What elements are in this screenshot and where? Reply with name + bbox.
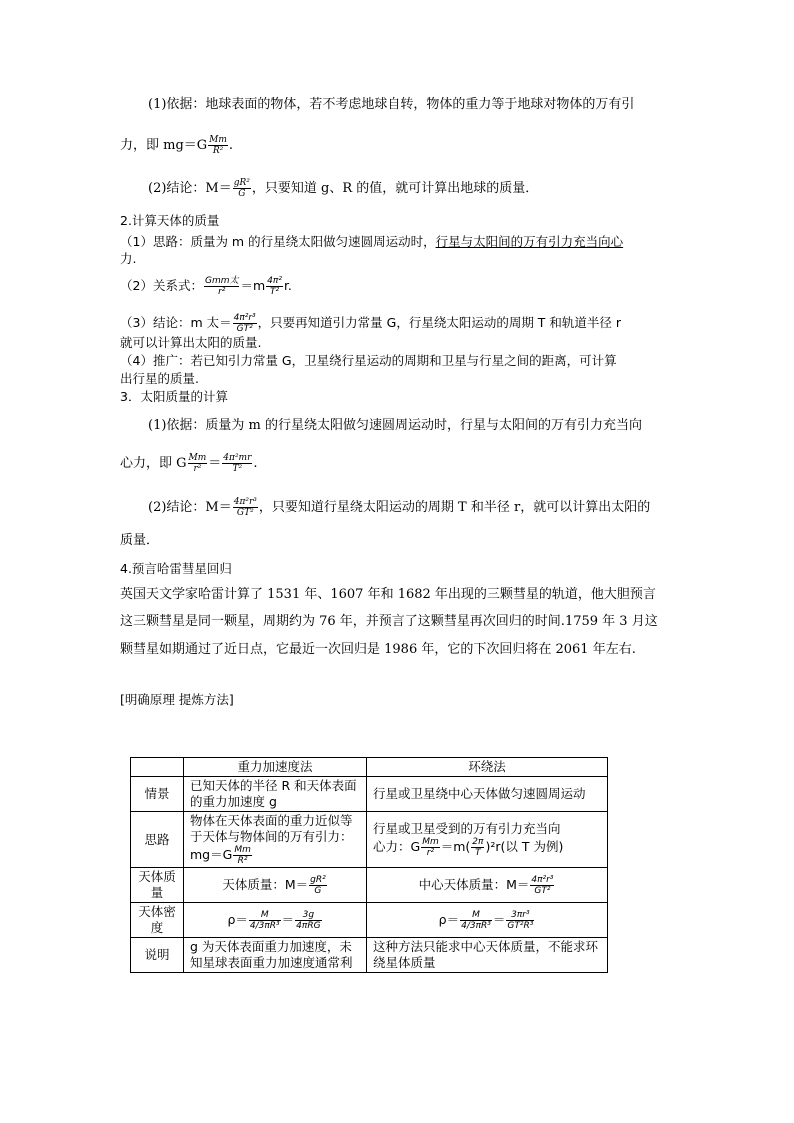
header-orbit-method: 环绕法: [367, 758, 608, 777]
mass-gravity-fraction: $\frac{\text{gR²}}{G}$: [310, 874, 326, 896]
earth-basis-line1: (1)依据：地球表面的物体，若不考虑地球自转，物体的重力等于地球对物体的万有引: [148, 97, 635, 112]
density-fraction-3: $\frac{M}{\text{4/3πR³}}$: [461, 909, 491, 931]
section3-basis-line1: (1)依据：质量为 m 的行星绕太阳做匀速圆周运动时，行星与太阳间的万有引力充当向: [148, 418, 643, 433]
header-gravity-method: 重力加速度法: [184, 758, 367, 777]
section3-conclusion-end: 质量．: [120, 533, 160, 548]
section4-heading: 4.预言哈雷彗星回归: [120, 561, 232, 576]
cell-mass-gravity: 天体质量：M＝ $\frac{\text{gR²}}{G}$: [184, 868, 367, 903]
section3-conclusion: (2)结论：M＝ $\frac{\text{4π²r³}}{\text{GT²}}$ ，只要知道行星绕太阳运动的周期 T 和半径 r，就可以计算出太阳的: [148, 497, 651, 518]
cell-note-gravity: g 为天体表面重力加速度，未知星球表面重力加速度通常利: [184, 938, 367, 973]
earth-conclusion-lead: (2)结论：M＝: [148, 181, 232, 196]
density-fraction-2: $\frac{3g}{\text{4πRG}}$: [296, 909, 321, 931]
relation-fraction-1: $\frac{\text{Gmm太}}{\text{r²}}$: [204, 276, 239, 297]
section2-conclusion: （3）结论：m 太＝ $\frac{\text{4π²r³}}{\text{GT²}}$ ，只要再知道引力常量 G，行星绕太阳运动的周期 T 和轨道半径 r: [120, 313, 622, 334]
method-comparison-table: [130, 757, 608, 973]
earth-conclusion-tail: ，只要知道 g、R 的值，就可计算出地球的质量．: [251, 181, 539, 196]
mass-orbit-fraction: $\frac{\text{4π²r³}}{\text{GT²}}$: [531, 874, 554, 896]
halley-paragraph-line1: 英国天文学家哈雷计算了 1531 年、1607 年和 1682 年出现的三颗彗星的轨道，他大胆预言: [120, 587, 656, 602]
cell-scenario-gravity: 已知天体的半径 R 和天体表面的重力加速度 g: [184, 777, 367, 812]
row-label-mass: 天体质量: [131, 868, 184, 903]
row-label-approach: 思路: [131, 812, 184, 868]
table-row: [131, 938, 608, 973]
cell-density-gravity: ρ＝ $\frac{M}{\text{4/3πR³}}$ ＝ $\frac{3g}{\text{4πRG}}$: [184, 903, 367, 938]
sun-mass-fraction: $\frac{\text{4π²r³}}{\text{GT²}}$: [233, 313, 256, 334]
row-label-density: 天体密度: [131, 903, 184, 938]
approach-orbit-fraction: $\frac{Mm}{\text{r²}}$: [422, 837, 439, 858]
table-header-row: [131, 758, 608, 777]
density-fraction-1: $\frac{M}{\text{4/3πR³}}$: [249, 909, 280, 931]
earth-basis-fraction: $\frac{Mm}{\text{R²}}$: [209, 135, 227, 156]
method-bracket-title: [明确原理 提炼方法]: [120, 692, 234, 707]
section2-heading: 2.计算天体的质量: [120, 213, 220, 228]
centripetal-fraction: $\frac{\text{4π²mr}}{\text{T²}}$: [223, 453, 252, 474]
cell-note-orbit: 这种方法只能求中心天体质量，不能求环绕星体质量: [367, 938, 608, 973]
row-label-scenario: 情景: [131, 777, 184, 812]
section3-basis-line2: 心力，即 G $\frac{Mm}{\text{r²}}$ ＝ $\frac{\text{4π²mr}}{\text{T²}}$ .: [120, 453, 258, 474]
cell-approach-orbit: 行星或卫星受到的万有引力充当向 心力：G $\frac{Mm}{\text{r²}}$ ＝m( $\frac{2\pi}{T}$ )²r(以 T 为例): [367, 812, 608, 868]
section2-extension: （4）推广：若已知引力常量 G，卫星绕行星运动的周期和卫星与行星之间的距离，可计算: [120, 353, 617, 368]
earth-basis-line2: 力，即 mg＝G $\frac{Mm}{\text{R²}}$ .: [120, 135, 234, 156]
cell-scenario-orbit: 行星或卫星绕中心天体做匀速圆周运动: [367, 777, 608, 812]
table-corner-cell: [131, 758, 184, 777]
table-row: [131, 777, 608, 812]
halley-paragraph-line3: 颗彗星如期通过了近日点，它最近一次回归是 1986 年，它的下次回归将在 2061 年左右.: [120, 642, 636, 657]
table-row: [131, 868, 608, 903]
relation-fraction-2: $\frac{\text{4π²}}{\text{T²}}$: [267, 276, 282, 297]
section2-relation: （2）关系式： $\frac{\text{Gmm太}}{\text{r²}}$ ＝m $\frac{\text{4π²}}{\text{T²}}$ r.: [120, 276, 292, 297]
cell-density-orbit: ρ＝ $\frac{M}{\text{4/3πR³}}$ ＝ $\frac{\text{3πr³}}{\text{GT²R³}}$: [367, 903, 608, 938]
section2-conclusion-end: 就可以计算出太阳的质量.: [120, 335, 262, 350]
table-row: [131, 812, 608, 868]
section3-heading: 3．太阳质量的计算: [120, 389, 228, 404]
period-fraction: $\frac{2\pi}{T}$: [472, 837, 484, 858]
section3-mass-fraction: $\frac{\text{4π²r³}}{\text{GT²}}$: [233, 497, 257, 518]
row-label-note: 说明: [131, 938, 184, 973]
earth-conclusion: [148, 178, 538, 199]
underlined-phrase: 行星与太阳间的万有引力充当向心: [435, 234, 624, 249]
cell-mass-orbit: 中心天体质量：M＝ $\frac{\text{4π²r³}}{\text{GT²}}$: [367, 868, 608, 903]
section2-extension-end: 出行星的质量.: [120, 371, 199, 386]
section2-idea: （1）思路：质量为 m 的行星绕太阳做匀速圆周运动时，行星与太阳间的万有引力充当向心: [120, 234, 624, 249]
approach-gravity-fraction: $\frac{Mm}{\text{R²}}$: [234, 845, 251, 866]
table-row: [131, 903, 608, 938]
density-fraction-4: $\frac{\text{3πr³}}{\text{GT²R³}}$: [507, 909, 534, 931]
halley-paragraph-line2: 这三颗彗星是同一颗星，周期约为 76 年，并预言了这颗彗星再次回归的时间.1759 年 3 月这: [120, 614, 658, 629]
section2-idea-end: 力.: [120, 251, 137, 266]
earth-mass-fraction: $\frac{\text{gR²}}{G}$: [233, 178, 250, 199]
cell-approach-gravity: 物体在天体表面的重力近似等于天体与物体间的万有引力： mg＝G $\frac{Mm}{\text{R²}}$: [184, 812, 367, 868]
earth-basis-text: 力，即 mg＝G: [120, 138, 208, 153]
gravity-fraction: $\frac{Mm}{\text{r²}}$: [188, 453, 207, 474]
